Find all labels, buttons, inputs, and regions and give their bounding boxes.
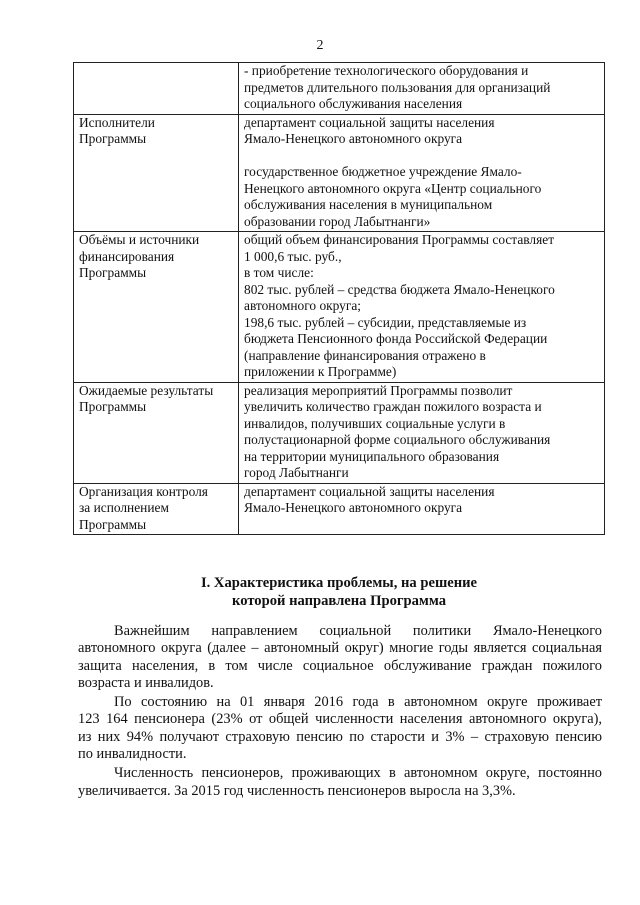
table-cell-label [74,232,239,383]
table-text-line: на территории муниципального образования [244,448,500,464]
table-text-line: в том числе: [244,265,314,280]
table-label-line: за исполнением [79,500,169,515]
table-text-line: бюджета Пенсионного фонда Российской Федерации [244,331,548,346]
table-text-line: автономного округа; [244,298,362,313]
table-cell-label [74,114,239,232]
table-label-line: Программы [79,131,147,146]
table-label-line: Объёмы и источники [79,232,200,247]
paragraph [78,623,602,692]
table-text-line: город Лабытнанги [244,465,349,480]
table-text-line: приложении к Программе) [244,364,397,379]
program-passport-table [73,62,605,535]
table-text-line: обслуживания населения в муниципальном [244,197,493,212]
table-row-results [74,382,605,483]
table-label-line: Программы [79,399,147,414]
table-text-line: 1 000,6 тыс. руб., [244,248,342,264]
table-row-funding [74,232,605,383]
table-label-line: финансирования [79,248,175,264]
paragraph-line: увеличивается. За 2015 год численность пенсионеров выросла на 3,3%. [78,782,516,799]
paragraph-line: по инвалидности. [78,746,187,763]
table-text-line: (направление финансирования отражено в [244,347,486,363]
table-text-line: департамент социальной защиты населения [244,114,495,130]
table-label-line: Программы [79,265,147,280]
table-text-line: социального обслуживания населения [244,96,463,111]
table-text-line: увеличить количество граждан пожилого возраста и [244,399,542,414]
table-label-line: Программы [79,516,147,532]
paragraph-line: Важнейшим направлением социальной политики Ямало-Ненецкого [114,623,602,639]
paragraph [78,694,602,763]
table-cell-label [74,483,239,535]
paragraph-line: 123 164 пенсионера (23% от общей численности населения автономного округа), [78,711,602,728]
table-text-line: полустационарной форме социального обслуживания [244,432,551,447]
paragraph-line: Численность пенсионеров, проживающих в автономном округе, постоянно [114,765,602,782]
table-text-line: предметов длительного пользования для организаций [244,79,551,95]
section-heading-line: I. Характеристика проблемы, на решение [200,575,478,591]
table-cell-value [239,232,605,383]
table-label-line: Организация контроля [79,483,208,499]
table-text-line: инвалидов, получивших социальные услуги в [244,415,506,431]
table-text-line: образовании город Лабытнанги» [244,213,431,229]
table-cell-value [239,382,605,483]
table-text-line: - приобретение технологического оборудования и [244,63,529,78]
table-text-line: Ямало-Ненецкого автономного округа [244,131,463,146]
table-cell-label [74,382,239,483]
paragraph-line: защита населения, в том числе социальное обслуживание граждан пожилого [78,657,602,674]
section-heading-line: которой направлена Программа [232,593,446,609]
table-label-line: Ожидаемые результаты [79,382,214,398]
table-row-continued [74,63,605,115]
paragraph [78,765,602,800]
section-body [78,623,602,802]
table-label-line: Исполнители [79,114,155,130]
table-text-line: Ненецкого автономного округа «Центр социального [244,180,542,196]
table-cell-value [239,63,605,115]
table-text-line: Ямало-Ненецкого автономного округа [244,500,463,515]
table-text-line: реализация мероприятий Программы позволит [244,382,513,398]
paragraph-line: автономного округа (далее – автономный округ) многие годы является социальная [78,640,602,657]
section-heading [73,574,605,610]
table-text-line: 198,6 тыс. рублей – субсидии, представляемые из [244,314,527,330]
page-number: 2 [316,38,324,53]
table-text-line: департамент социальной защиты населения [244,483,495,499]
table-row-control [74,483,605,535]
table-text-line: 802 тыс. рублей – средства бюджета Ямало-Ненецкого [244,281,555,297]
table-row-executors [74,114,605,232]
table-cell-label-empty [74,63,239,115]
table-text-line: государственное бюджетное учреждение Ямало- [244,164,522,179]
table-cell-value [239,483,605,535]
paragraph-line: возраста и инвалидов. [78,674,214,691]
table-text-line: общий объем финансирования Программы составляет [244,232,555,247]
table-cell-value [239,114,605,232]
paragraph-line: По состоянию на 01 января 2016 года в автономном округе проживает [114,694,602,711]
blank-line [244,148,601,165]
paragraph-line: из них 94% получают страховую пенсию по старости и 3% – страховую пенсию [78,728,602,745]
